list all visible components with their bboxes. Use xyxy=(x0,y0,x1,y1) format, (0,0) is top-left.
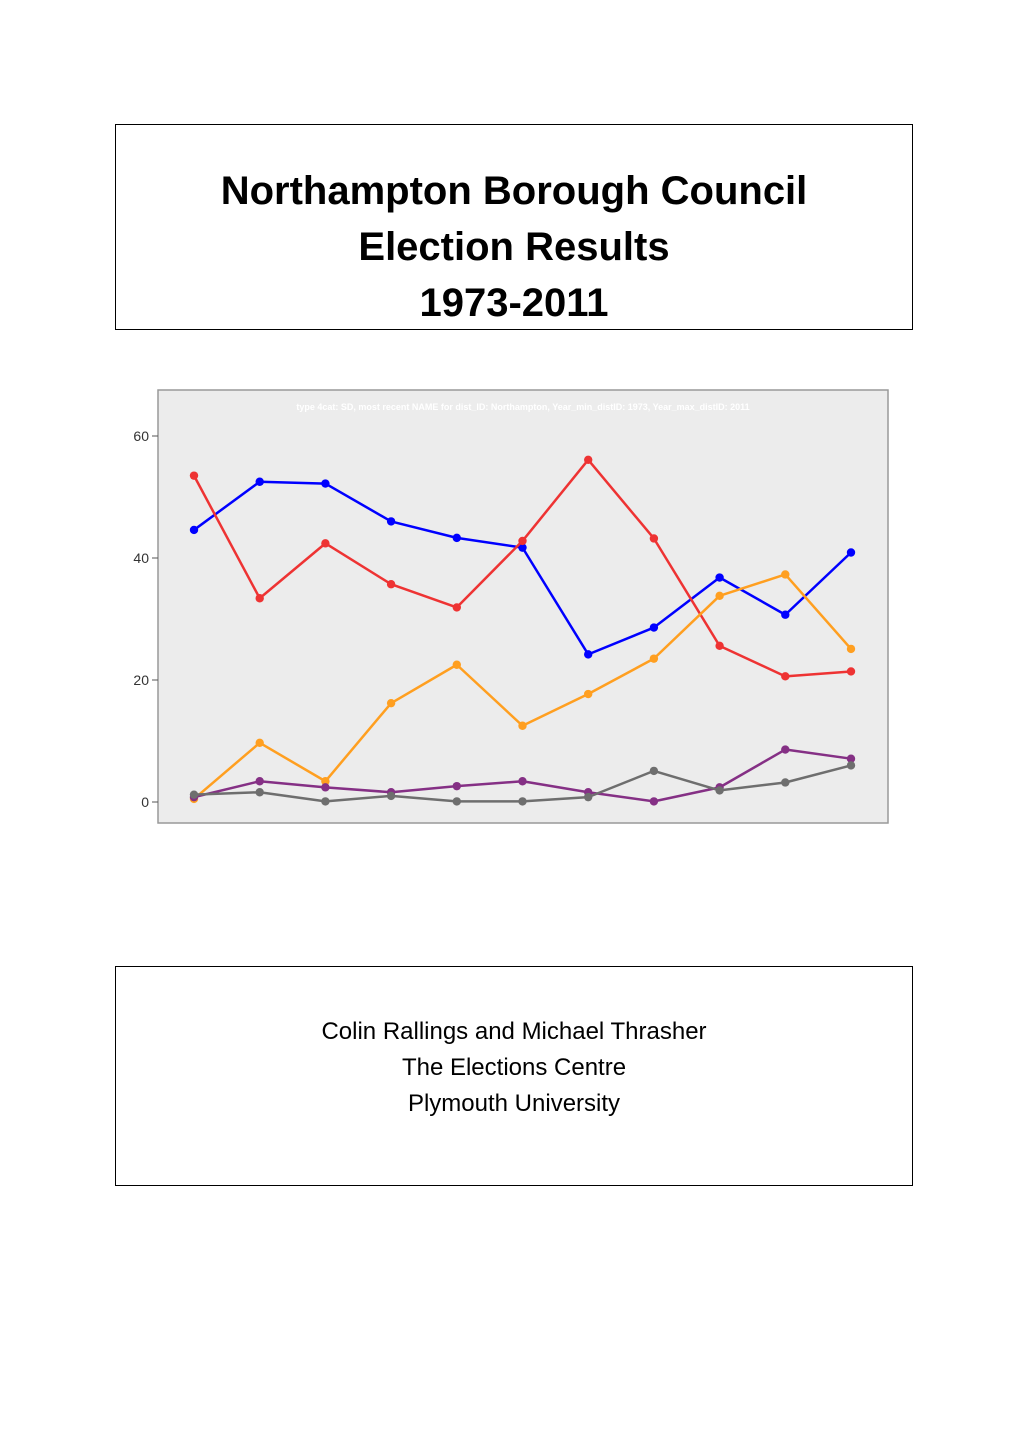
data-point xyxy=(518,777,526,785)
data-point xyxy=(256,594,264,602)
centre-text: The Elections Centre xyxy=(401,1054,627,1081)
data-point xyxy=(387,580,395,588)
data-point xyxy=(715,786,723,794)
data-point xyxy=(518,537,526,545)
data-point xyxy=(847,548,855,556)
data-point xyxy=(650,534,658,542)
data-point xyxy=(847,645,855,653)
data-point xyxy=(190,790,198,798)
chart-title: type 4cat: SD, most recent NAME for dist_ID: Northampton, Year_min_distID: 1973, Year_max_distID: 2011 xyxy=(296,402,750,412)
data-point xyxy=(256,788,264,796)
data-point xyxy=(190,471,198,479)
data-point xyxy=(256,739,264,747)
data-point xyxy=(518,797,526,805)
credit-box xyxy=(115,966,913,1186)
data-point xyxy=(387,699,395,707)
data-point xyxy=(321,783,329,791)
data-point xyxy=(453,534,461,542)
data-point xyxy=(584,793,592,801)
y-tick-label: 0 xyxy=(141,794,149,810)
title-line-1: Northampton Borough Council xyxy=(220,169,808,213)
y-tick-label: 40 xyxy=(133,550,149,566)
data-point xyxy=(781,745,789,753)
data-point xyxy=(453,797,461,805)
y-tick-label: 20 xyxy=(133,672,149,688)
data-point xyxy=(715,573,723,581)
data-point xyxy=(584,650,592,658)
plot-area xyxy=(158,390,888,823)
data-point xyxy=(650,654,658,662)
title-line-3: 1973-2011 xyxy=(419,281,609,325)
title-box xyxy=(115,124,913,330)
data-point xyxy=(321,539,329,547)
data-point xyxy=(453,661,461,669)
data-point xyxy=(847,761,855,769)
y-tick-label: 60 xyxy=(133,428,149,444)
data-point xyxy=(256,777,264,785)
data-point xyxy=(781,570,789,578)
data-point xyxy=(387,517,395,525)
data-point xyxy=(650,797,658,805)
data-point xyxy=(387,792,395,800)
data-point xyxy=(256,478,264,486)
data-point xyxy=(190,526,198,534)
data-point xyxy=(518,722,526,730)
data-point xyxy=(650,767,658,775)
chart-svg xyxy=(118,382,898,832)
university-text: Plymouth University xyxy=(407,1090,621,1117)
data-point xyxy=(715,642,723,650)
authors-text: Colin Rallings and Michael Thrasher xyxy=(321,1018,707,1045)
data-point xyxy=(781,672,789,680)
data-point xyxy=(715,592,723,600)
data-point xyxy=(321,797,329,805)
data-point xyxy=(321,479,329,487)
data-point xyxy=(650,623,658,631)
data-point xyxy=(584,456,592,464)
title-line-2: Election Results xyxy=(358,225,670,269)
data-point xyxy=(584,690,592,698)
data-point xyxy=(453,603,461,611)
election-chart xyxy=(118,382,898,832)
data-point xyxy=(847,667,855,675)
data-point xyxy=(453,782,461,790)
data-point xyxy=(781,611,789,619)
data-point xyxy=(781,778,789,786)
